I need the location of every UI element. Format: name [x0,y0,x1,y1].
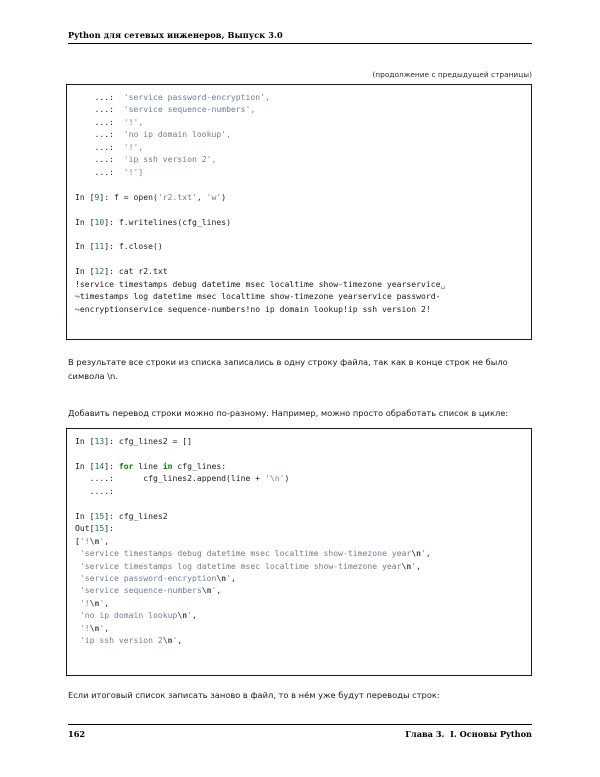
page-number: 162 [68,729,86,739]
header-title: Python для сетевых инженеров, Выпуск 3.0 [68,30,283,40]
running-header [68,30,532,44]
continuation-note: (продолжение с предыдущей страницы) [372,70,532,79]
code-block-2-inner [67,429,531,653]
header-rule [68,43,532,44]
page-footer [68,729,532,739]
paragraph-newline-options: Добавить перевод строки можно по-разному. Например, можно просто обработать список в цикле: [68,408,509,418]
code-content-1: ...: 'service password-encryption', ...: 'service sequence-numbers', ...: '!', ...: 'no ip domain lookup', ...: '!', ...: 'ip ssh version 2', ...: '!'] In [9]: f = open('r2.txt', 'w') In [10]: f.writelines(cfg_lines) In [11]: f.close() In [12]: cat r2.txt !service timestamps debug datetime msec localtime show-timezone yearservice␣ ↪timestamps log datetime msec localtime show-timezone yearservice password- ↪encryptionservice sequence-numbers!no ip domain lookup!ip ssh version 2! [75,92,446,314]
code-content-2: In [13]: cfg_lines2 = [] In [14]: for line in cfg_lines: ....: cfg_lines2.append(line + '\n') ....: In [15]: cfg_lines2 Out[15]: ['!\n', 'service timestamps debug datetime msec localtime show-timezone year\n', 'service timestamps log datetime msec localtime show-timezone year\n', 'service password-encryption\n', 'service sequence-numbers\n', '!\n', 'no ip domain lookup\n', '!\n', 'ip ssh version 2\n', [75,436,431,646]
chapter-label: Глава 3. I. Основы Python [405,729,532,739]
paragraph-rewrite-file: Если итоговый список записать заново в файл, то в нём уже будут переводы строк: [68,690,440,700]
code-block-ipython-2 [66,428,532,676]
code-block-1-inner [67,85,531,321]
footer-rule [68,724,532,725]
code-block-ipython-1 [66,84,532,340]
paragraph-result: В результате все строки из списка записались в одну строку файла, так как в конце строк не было символа \n. [68,357,508,381]
